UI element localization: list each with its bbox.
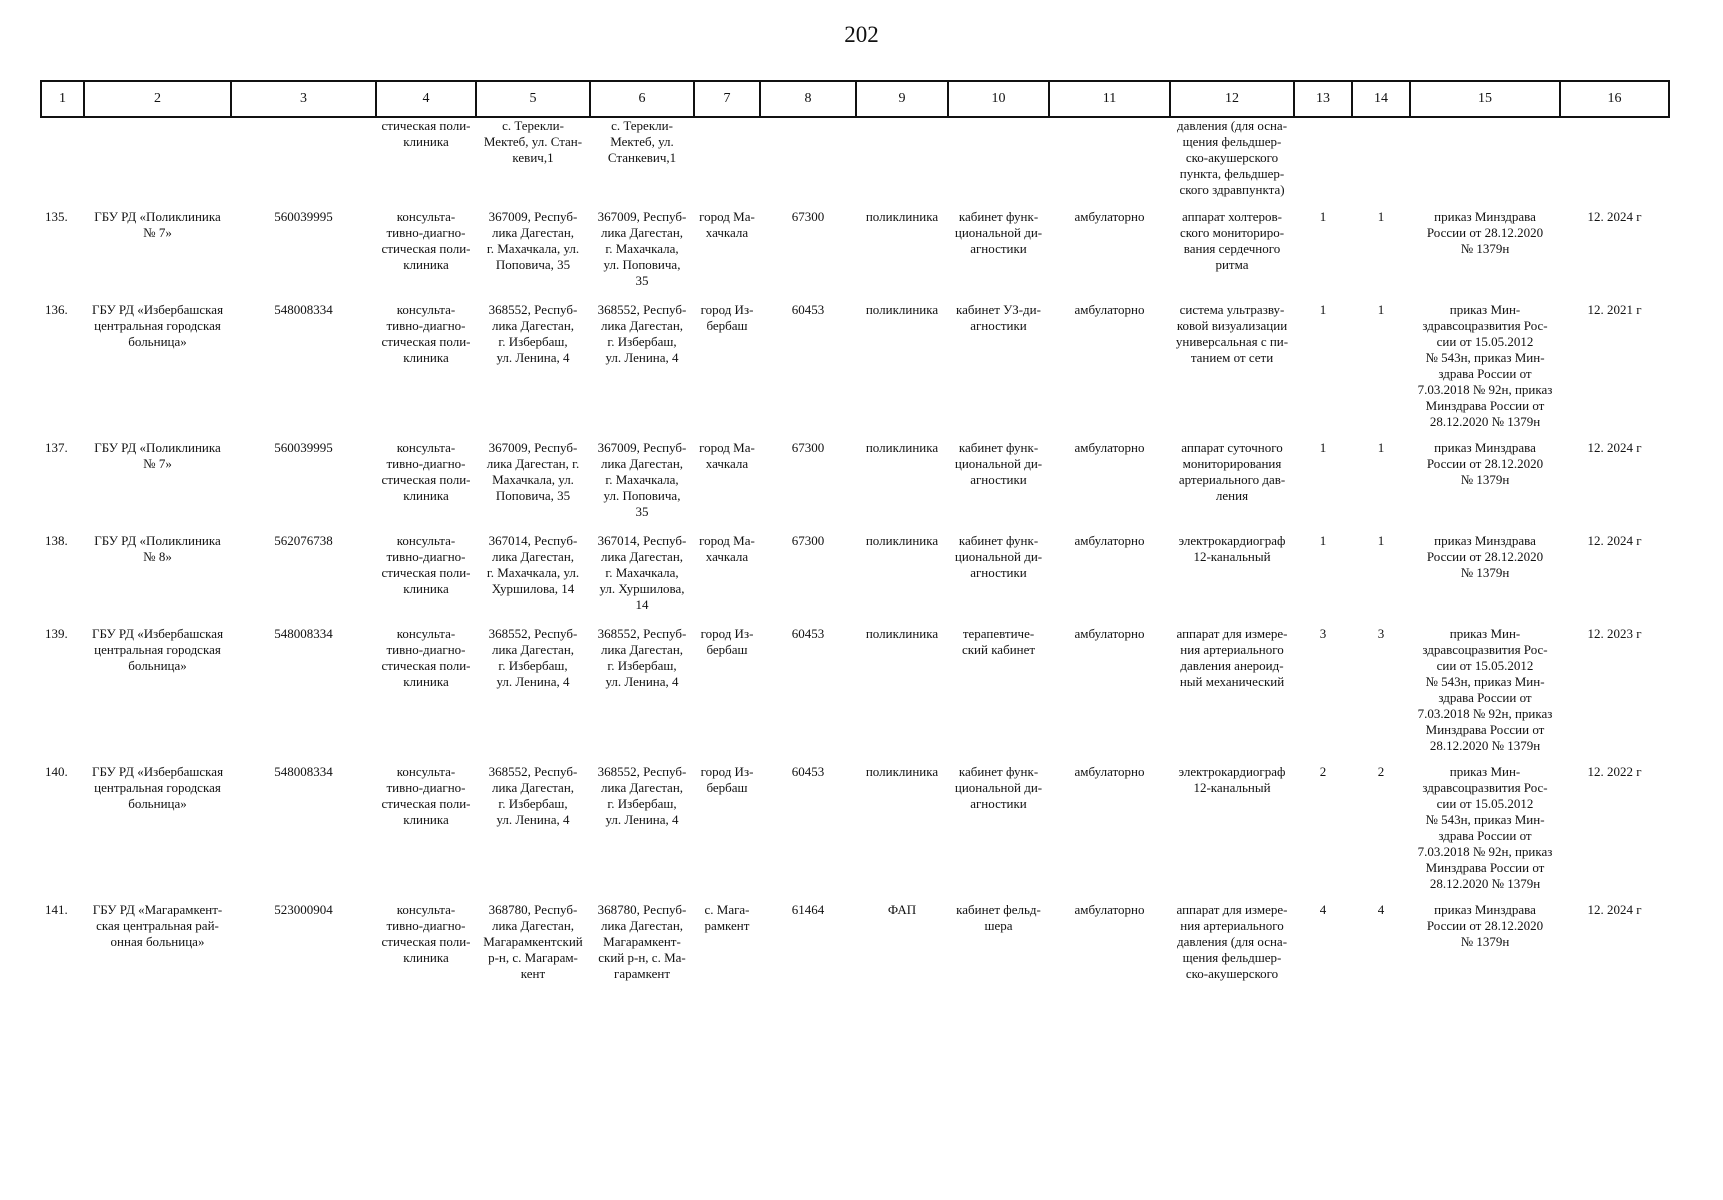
column-header-16: 16 (1560, 81, 1669, 117)
equipment-name: аппарат для измере- ния артериального давления (для осна- щения фельдшер- ско-акушерского (1176, 902, 1288, 981)
care-form: амбулаторно (1074, 902, 1145, 917)
facility-type: консульта- тивно-диагно- стическая поли- клиника (381, 209, 471, 272)
deadline: 12. 2023 г (1587, 626, 1642, 641)
care-form: амбулаторно (1074, 302, 1145, 317)
column-header-4: 4 (376, 81, 476, 117)
regulatory-order: приказ Мин- здравсоцразвития Рос- сии от 15.05.2012 № 543н, приказ Мин- здрава России от 7.03.2018 № 92н, приказ Минздрава России от 28.12.2020 № 1379н (1417, 302, 1553, 429)
quantity-planned (1352, 117, 1410, 209)
room-name: кабинет функ- циональной ди- агностики (954, 440, 1043, 487)
unit-name: поликлиника (865, 440, 939, 455)
organization-code: 523000904 (274, 902, 333, 917)
quantity-planned: 1 (1377, 302, 1385, 317)
care-form: амбулаторно (1074, 626, 1145, 641)
locality: город Из- бербаш (700, 302, 754, 333)
oktmo-code: 60453 (791, 764, 825, 779)
locality: город Ма- хачкала (699, 533, 755, 564)
care-form: амбулаторно (1074, 764, 1145, 779)
room-name: кабинет функ- циональной ди- агностики (954, 764, 1043, 811)
row-number (41, 117, 84, 209)
actual-address: 367009, Респуб- лика Дагестан, г. Махачкала, ул. Поповича, 35 (597, 209, 687, 288)
quantity-planned: 3 (1377, 626, 1385, 641)
actual-address: 368552, Респуб- лика Дагестан, г. Избербаш, ул. Ленина, 4 (597, 302, 687, 365)
regulatory-order: приказ Минздрава России от 28.12.2020 № 1379н (1426, 902, 1544, 949)
organization-name: ГБУ РД «Избербашская центральная городская больница» (91, 764, 224, 811)
equipment-name: аппарат суточного мониторирования артериального дав- ления (1178, 440, 1286, 503)
table-row (41, 117, 1669, 209)
facility-type: консульта- тивно-диагно- стическая поли- клиника (381, 533, 471, 596)
regulatory-order: приказ Минздрава России от 28.12.2020 № 1379н (1426, 440, 1544, 487)
facility-type: консульта- тивно-диагно- стическая поли- клиника (381, 902, 471, 965)
oktmo-code: 61464 (791, 902, 825, 917)
facility-type: стическая поли- клиника (381, 118, 471, 149)
quantity-planned: 2 (1377, 764, 1385, 779)
column-header-1: 1 (41, 81, 84, 117)
unit-name: поликлиника (865, 626, 939, 641)
legal-address: 368552, Респуб- лика Дагестан, г. Избербаш, ул. Ленина, 4 (488, 302, 578, 365)
organization-name: ГБУ РД «Поликлиника № 7» (94, 209, 221, 240)
unit-name (856, 117, 948, 209)
table-row (41, 626, 1669, 764)
row-number: 140. (45, 764, 68, 779)
regulatory-order (1410, 117, 1560, 209)
equipment-name: давления (для осна- щения фельдшер- ско-акушерского пункта, фельдшер- ского здравпункта) (1176, 118, 1288, 197)
facility-type: консульта- тивно-диагно- стическая поли- клиника (381, 440, 471, 503)
column-header-14: 14 (1352, 81, 1410, 117)
quantity-planned: 1 (1377, 440, 1385, 455)
row-number: 139. (45, 626, 68, 641)
equipment-name: аппарат для измере- ния артериального давления анероид- ный механический (1176, 626, 1288, 689)
organization-code: 560039995 (274, 209, 333, 224)
quantity-required: 4 (1319, 902, 1327, 917)
oktmo-code: 67300 (791, 440, 825, 455)
row-number: 136. (45, 302, 68, 317)
oktmo-code: 67300 (791, 533, 825, 548)
actual-address: 368780, Респуб- лика Дагестан, Магарамкент- ский р-н, с. Ма- гарамкент (597, 902, 687, 981)
regulatory-order: приказ Минздрава России от 28.12.2020 № 1379н (1426, 533, 1544, 580)
locality: город Ма- хачкала (699, 440, 755, 471)
deadline: 12. 2022 г (1587, 764, 1642, 779)
actual-address: 367009, Респуб- лика Дагестан, г. Махачкала, ул. Поповича, 35 (597, 440, 687, 519)
row-number: 137. (45, 440, 68, 455)
actual-address: 368552, Респуб- лика Дагестан, г. Избербаш, ул. Ленина, 4 (597, 626, 687, 689)
equipment-table (40, 80, 1670, 1002)
column-header-5: 5 (476, 81, 590, 117)
care-form (1049, 117, 1170, 209)
room-name: кабинет фельд- шера (956, 902, 1041, 933)
column-header-9: 9 (856, 81, 948, 117)
table-row (41, 209, 1669, 302)
room-name: кабинет УЗ-ди- агностики (956, 302, 1041, 333)
locality: город Ма- хачкала (699, 209, 755, 240)
table-row (41, 902, 1669, 1002)
equipment-name: система ультразву- ковой визуализации универсальная с пи- танием от сети (1175, 302, 1289, 365)
column-header-2: 2 (84, 81, 231, 117)
organization-code: 560039995 (274, 440, 333, 455)
quantity-required: 1 (1319, 209, 1327, 224)
legal-address: 368552, Респуб- лика Дагестан, г. Избербаш, ул. Ленина, 4 (488, 626, 578, 689)
organization-name: ГБУ РД «Поликлиника № 7» (94, 440, 221, 471)
regulatory-order: приказ Мин- здравсоцразвития Рос- сии от 15.05.2012 № 543н, приказ Мин- здрава России от 7.03.2018 № 92н, приказ Минздрава России от 28.12.2020 № 1379н (1417, 626, 1553, 753)
page-number: 202 (844, 22, 879, 47)
legal-address: 367009, Респуб- лика Дагестан, г. Махачкала, ул. Поповича, 35 (486, 209, 580, 272)
quantity-required: 3 (1319, 626, 1327, 641)
column-header-7: 7 (694, 81, 760, 117)
unit-name: поликлиника (865, 764, 939, 779)
locality: с. Мага- рамкент (704, 902, 750, 933)
legal-address: 367014, Респуб- лика Дагестан, г. Махачкала, ул. Хуршилова, 14 (486, 533, 580, 596)
room-name (948, 117, 1049, 209)
deadline (1560, 117, 1669, 209)
oktmo-code: 67300 (791, 209, 825, 224)
row-number: 135. (45, 209, 68, 224)
organization-name: ГБУ РД «Магарамкент- ская центральная рай- онная больница» (92, 902, 223, 949)
equipment-name: электрокардиограф 12-канальный (1178, 764, 1286, 795)
oktmo-code (760, 117, 856, 209)
organization-code (231, 117, 376, 209)
care-form: амбулаторно (1074, 209, 1145, 224)
column-header-15: 15 (1410, 81, 1560, 117)
organization-code: 562076738 (274, 533, 333, 548)
table-row (41, 533, 1669, 626)
deadline: 12. 2024 г (1587, 209, 1642, 224)
unit-name: поликлиника (865, 302, 939, 317)
organization-name: ГБУ РД «Избербашская центральная городская больница» (91, 302, 224, 349)
deadline: 12. 2021 г (1587, 302, 1642, 317)
equipment-name: электрокардиограф 12-канальный (1178, 533, 1286, 564)
room-name: кабинет функ- циональной ди- агностики (954, 533, 1043, 580)
table-row (41, 440, 1669, 533)
quantity-required (1294, 117, 1352, 209)
column-header-3: 3 (231, 81, 376, 117)
table-body (41, 117, 1669, 1002)
facility-type: консульта- тивно-диагно- стическая поли- клиника (381, 626, 471, 689)
quantity-required: 1 (1319, 440, 1327, 455)
column-header-13: 13 (1294, 81, 1352, 117)
facility-type: консульта- тивно-диагно- стическая поли- клиника (381, 302, 471, 365)
column-header-8: 8 (760, 81, 856, 117)
table-row (41, 764, 1669, 902)
care-form: амбулаторно (1074, 440, 1145, 455)
unit-name: поликлиника (865, 533, 939, 548)
legal-address: 367009, Респуб- лика Дагестан, г. Махачкала, ул. Поповича, 35 (486, 440, 580, 503)
room-name: кабинет функ- циональной ди- агностики (954, 209, 1043, 256)
oktmo-code: 60453 (791, 302, 825, 317)
organization-code: 548008334 (274, 302, 333, 317)
column-header-11: 11 (1049, 81, 1170, 117)
row-number: 141. (45, 902, 68, 917)
legal-address: 368780, Респуб- лика Дагестан, Магарамкентский р-н, с. Магарам- кент (483, 902, 583, 981)
facility-type: консульта- тивно-диагно- стическая поли- клиника (381, 764, 471, 827)
table-row (41, 302, 1669, 440)
quantity-required: 2 (1319, 764, 1327, 779)
quantity-planned: 1 (1377, 533, 1385, 548)
column-header-12: 12 (1170, 81, 1294, 117)
locality: город Из- бербаш (700, 764, 754, 795)
deadline: 12. 2024 г (1587, 440, 1642, 455)
locality: город Из- бербаш (700, 626, 754, 657)
organization-name (84, 117, 231, 209)
locality (694, 117, 760, 209)
unit-name: поликлиника (865, 209, 939, 224)
regulatory-order: приказ Мин- здравсоцразвития Рос- сии от 15.05.2012 № 543н, приказ Мин- здрава России от 7.03.2018 № 92н, приказ Минздрава России от 28.12.2020 № 1379н (1417, 764, 1553, 891)
oktmo-code: 60453 (791, 626, 825, 641)
organization-code: 548008334 (274, 764, 333, 779)
unit-name: ФАП (887, 902, 917, 917)
organization-code: 548008334 (274, 626, 333, 641)
legal-address: с. Терекли- Мектеб, ул. Стан- кевич,1 (483, 118, 583, 165)
room-name: терапевтиче- ский кабинет (961, 626, 1036, 657)
regulatory-order: приказ Минздрава России от 28.12.2020 № 1379н (1426, 209, 1544, 256)
legal-address: 368552, Респуб- лика Дагестан, г. Избербаш, ул. Ленина, 4 (488, 764, 578, 827)
actual-address: 368552, Респуб- лика Дагестан, г. Избербаш, ул. Ленина, 4 (597, 764, 687, 827)
equipment-name: аппарат холтеров- ского мониториро- вания сердечного ритма (1179, 209, 1285, 272)
row-number: 138. (45, 533, 68, 548)
column-header-6: 6 (590, 81, 694, 117)
quantity-planned: 4 (1377, 902, 1385, 917)
care-form: амбулаторно (1074, 533, 1145, 548)
organization-name: ГБУ РД «Поликлиника № 8» (94, 533, 221, 564)
quantity-planned: 1 (1377, 209, 1385, 224)
actual-address: с. Терекли- Мектеб, ул. Станкевич,1 (607, 118, 677, 165)
actual-address: 367014, Респуб- лика Дагестан, г. Махачкала, ул. Хуршилова, 14 (597, 533, 687, 612)
deadline: 12. 2024 г (1587, 902, 1642, 917)
quantity-required: 1 (1319, 533, 1327, 548)
header-row (41, 81, 1669, 117)
column-header-10: 10 (948, 81, 1049, 117)
organization-name: ГБУ РД «Избербашская центральная городская больница» (91, 626, 224, 673)
quantity-required: 1 (1319, 302, 1327, 317)
deadline: 12. 2024 г (1587, 533, 1642, 548)
